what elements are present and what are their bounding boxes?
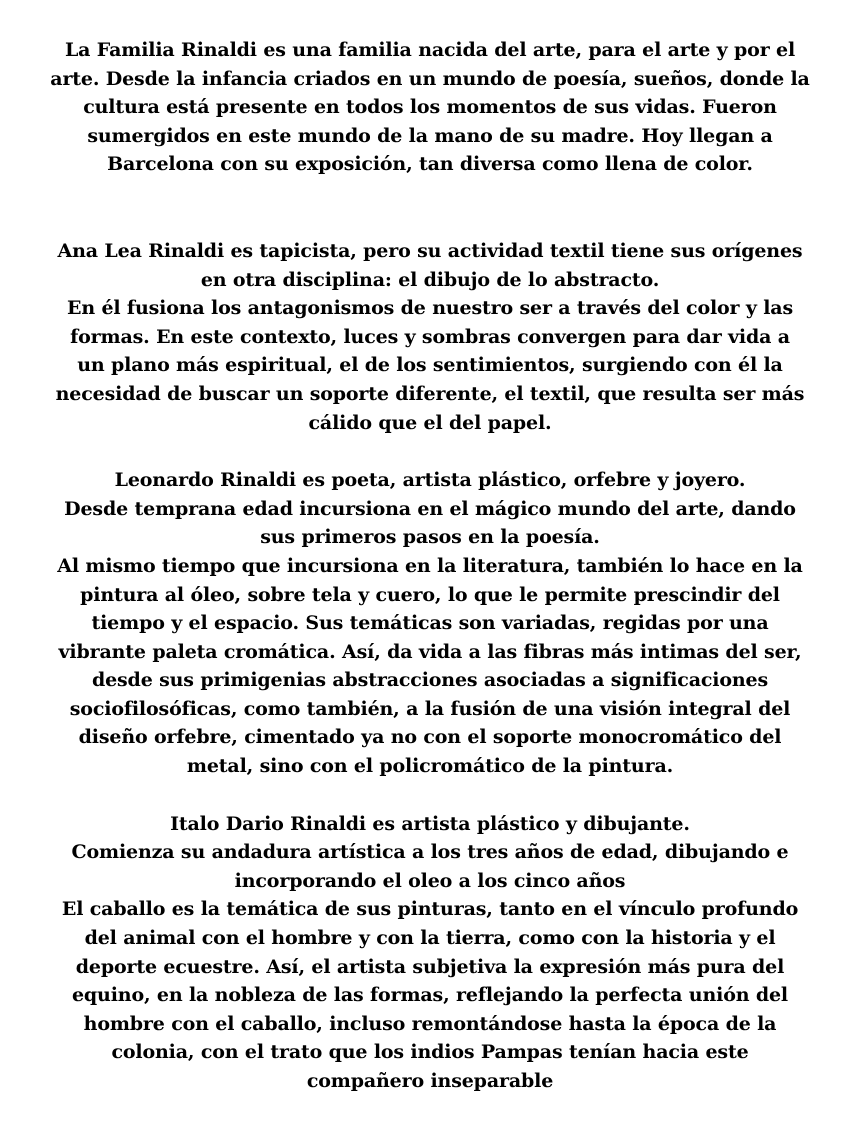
- ana-lea-paragraph: [40, 237, 820, 437]
- text-line: necesidad de buscar un soporte diferente, el textil, que resulta ser más: [55, 382, 805, 405]
- document-body: [40, 36, 820, 1096]
- text-line: equino, en la nobleza de las formas, reflejando la perfecta unión del: [71, 984, 788, 1007]
- text-line: Leonardo Rinaldi es poeta, artista plástico, orfebre y joyero.: [114, 469, 746, 492]
- text-line: En él fusiona los antagonismos de nuestro ser a través del color y las: [66, 297, 794, 320]
- text-line: tiempo y el espacio. Sus temáticas son variadas, regidas por una: [91, 612, 769, 635]
- text-line: Desde temprana edad incursiona en el mágico mundo del arte, dando: [64, 497, 796, 520]
- text-line: Barcelona con su exposición, tan diversa como llena de color.: [107, 153, 753, 176]
- leonardo-paragraph: [40, 466, 820, 781]
- text-line: cultura está presente en todos los momentos de sus vidas. Fueron: [83, 96, 777, 119]
- text-line: vibrante paleta cromática. Así, da vida a las fibras más intimas del ser,: [58, 640, 802, 663]
- text-line: diseño orfebre, cimentado ya no con el soporte monocromático del: [78, 726, 782, 749]
- text-line: del animal con el hombre y con la tierra, como con la historia y el: [84, 927, 776, 950]
- text-line: desde sus primigenias abstracciones asociadas a significaciones: [91, 669, 769, 692]
- text-line: colonia, con el trato que los indios Pampas tenían hacia este: [111, 1041, 749, 1064]
- text-line: El caballo es la temática de sus pinturas, tanto en el vínculo profundo: [61, 898, 799, 921]
- intro-paragraph: [40, 36, 820, 179]
- paragraph-spacer: [40, 781, 820, 810]
- text-line: Italo Dario Rinaldi es artista plástico y dibujante.: [170, 812, 690, 835]
- text-line: sus primeros pasos en la poesía.: [260, 526, 600, 549]
- text-line: formas. En este contexto, luces y sombras convergen para dar vida a: [70, 325, 790, 348]
- text-line: Al mismo tiempo que incursiona en la literatura, también lo hace en la: [57, 554, 803, 577]
- text-line: sumergidos en este mundo de la mano de su madre. Hoy llegan a: [87, 124, 773, 147]
- text-line: metal, sino con el policromático de la pintura.: [186, 755, 674, 778]
- text-line: pintura al óleo, sobre tela y cuero, lo que le permite prescindir del: [80, 583, 780, 606]
- text-line: La Familia Rinaldi es una familia nacida del arte, para el arte y por el: [64, 39, 796, 61]
- text-line: incorporando el oleo a los cinco años: [234, 869, 626, 892]
- text-line: deporte ecuestre. Así, el artista subjetiva la expresión más pura del: [75, 955, 785, 978]
- text-line: arte. Desde la infancia criados en un mundo de poesía, sueños, donde la: [50, 67, 810, 90]
- paragraph-spacer: [40, 179, 820, 237]
- text-line: hombre con el caballo, incluso remontándose hasta la época de la: [83, 1012, 777, 1035]
- italo-dario-paragraph: [40, 810, 820, 1096]
- text-line: Comienza su andadura artística a los tres años de edad, dibujando e: [71, 841, 789, 864]
- text-line: un plano más espiritual, el de los sentimientos, surgiendo con él la: [77, 354, 783, 377]
- text-line: sociofilosóficas, como también, a la fusión de una visión integral del: [69, 697, 791, 720]
- text-line: Ana Lea Rinaldi es tapicista, pero su actividad textil tiene sus orígenes: [57, 239, 803, 262]
- text-line: cálido que el del papel.: [308, 411, 552, 434]
- text-line: en otra disciplina: el dibujo de lo abstracto.: [200, 268, 660, 291]
- text-line: compañero inseparable: [306, 1070, 554, 1092]
- paragraph-spacer: [40, 437, 820, 466]
